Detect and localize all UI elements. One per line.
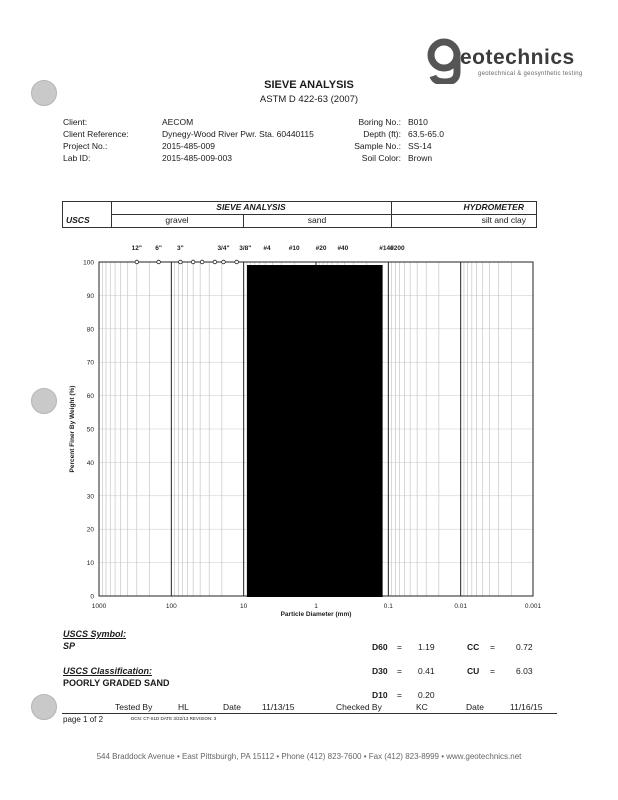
client-reference-value: Dynegy-Wood River Pwr. Sta. 60440115 — [162, 129, 314, 139]
sieve-label: #200 — [390, 245, 405, 252]
signoff-rule — [62, 713, 557, 714]
y-tick-label: 70 — [86, 359, 94, 367]
x-tick-label: 0.001 — [524, 603, 542, 610]
d30-label: D30 — [372, 666, 388, 676]
boring-value: B010 — [408, 117, 428, 127]
project-value: 2015-485-009 — [162, 141, 215, 151]
date1-label: Date — [223, 702, 241, 712]
sieve-label: #4 — [263, 245, 271, 252]
data-point — [222, 260, 226, 264]
d10-label: D10 — [372, 690, 388, 700]
depth-value: 63.5-65.0 — [408, 129, 444, 139]
logo-text: eotechnics — [460, 46, 575, 69]
client-reference-label: Client Reference: — [63, 129, 129, 139]
footer-address: 544 Braddock Avenue • East Pittsburgh, PA 15112 • Phone (412) 823-7600 • Fax (412) 823-8999 • www.geotechnics.net — [96, 752, 522, 761]
checked-by-value: KC — [416, 702, 428, 712]
usCS-label: USCS — [66, 215, 90, 225]
sieve-analysis-label: SIEVE ANALYSIS — [216, 202, 286, 212]
tested-by-value: HL — [178, 702, 189, 712]
checked-by-label: Checked By — [336, 702, 382, 712]
hydrometer-label: HYDROMETER — [463, 202, 524, 212]
y-tick-label: 10 — [86, 560, 94, 568]
y-tick-label: 60 — [86, 393, 94, 401]
x-tick-label: 100 — [165, 603, 177, 610]
data-point — [191, 260, 195, 264]
sample-value: SS-14 — [408, 141, 432, 151]
d10-eq: = — [397, 690, 402, 700]
sieve-label: 12" — [131, 245, 142, 252]
data-point — [179, 260, 183, 264]
sieve-label: #10 — [288, 245, 300, 252]
sieve-label: #140 — [379, 245, 394, 252]
y-tick-label: 40 — [86, 459, 94, 467]
page-number: page 1 of 2 — [63, 715, 104, 724]
data-point — [200, 260, 204, 264]
x-tick-label: 0.1 — [383, 603, 393, 610]
x-tick-label: 1000 — [91, 603, 107, 610]
lab-id-label: Lab ID: — [63, 153, 91, 163]
x-tick-label: 1 — [314, 603, 318, 610]
boring-label: Boring No.: — [358, 117, 401, 127]
x-tick-label: 10 — [240, 603, 248, 610]
redacted-block — [247, 265, 383, 597]
data-point — [157, 260, 161, 264]
uscs-symbol-label: USCS Symbol: — [63, 629, 127, 639]
cc-eq: = — [490, 642, 495, 652]
project-label: Project No.: — [63, 141, 108, 151]
date2-value: 11/16/15 — [510, 702, 543, 712]
d10-value: 0.20 — [418, 690, 435, 700]
soil-color-value: Brown — [408, 153, 433, 163]
y-axis-label: Percent Finer By Weight (%) — [69, 385, 76, 473]
soil-color-label: Soil Color: — [361, 153, 401, 163]
sieve-label: 3/8" — [239, 245, 252, 252]
depth-label: Depth (ft): — [363, 129, 401, 139]
uscs-classification-label: USCS Classification: — [63, 666, 153, 676]
y-tick-label: 90 — [86, 292, 94, 300]
sample-label: Sample No.: — [354, 141, 401, 151]
silt-clay-label: silt and clay — [481, 215, 526, 225]
d60-eq: = — [397, 642, 402, 652]
cu-label: CU — [467, 666, 480, 676]
d60-label: D60 — [372, 642, 388, 652]
data-point — [235, 260, 239, 264]
sieve-label: #20 — [315, 245, 327, 252]
sieve-label: 6" — [155, 245, 162, 252]
x-tick-label: 0.01 — [454, 603, 467, 610]
logo-tagline: geotechnical & geosynthetic testing — [478, 71, 583, 77]
x-axis-label: Particle Diameter (mm) — [280, 611, 352, 618]
test-standard: ASTM D 422-63 (2007) — [259, 94, 359, 105]
data-point — [213, 260, 217, 264]
d30-eq: = — [397, 666, 402, 676]
sand-label: sand — [307, 215, 327, 225]
client-value: AECOM — [162, 117, 194, 127]
uscs-symbol-value: SP — [63, 641, 76, 651]
y-tick-label: 20 — [86, 526, 94, 534]
y-tick-label: 30 — [86, 493, 94, 501]
cc-value: 0.72 — [516, 642, 533, 652]
cc-label: CC — [467, 642, 480, 652]
page-title: SIEVE ANALYSIS — [264, 79, 354, 91]
lab-id-value: 2015-485-009-003 — [162, 153, 232, 163]
date1-value: 11/13/15 — [262, 702, 295, 712]
client-label: Client: — [63, 117, 88, 127]
tested-by-label: Tested By — [115, 702, 153, 712]
uscs-classification-value: POORLY GRADED SAND — [63, 678, 170, 688]
gravel-label: gravel — [165, 215, 189, 225]
form-code: DCN: CT-S1D DATE 3/22/13 REVISION: 3 — [131, 716, 217, 721]
y-tick-label: 100 — [83, 259, 94, 267]
date2-label: Date — [466, 702, 484, 712]
sieve-label: 3" — [177, 245, 184, 252]
data-point — [135, 260, 139, 264]
d60-value: 1.19 — [418, 642, 435, 652]
d30-value: 0.41 — [418, 666, 435, 676]
y-tick-label: 80 — [86, 326, 94, 334]
y-tick-label: 50 — [86, 426, 94, 434]
y-tick-label: 0 — [90, 593, 94, 601]
cu-value: 6.03 — [516, 666, 533, 676]
cu-eq: = — [490, 666, 495, 676]
sieve-label: #40 — [337, 245, 349, 252]
sieve-label: 3/4" — [217, 245, 230, 252]
